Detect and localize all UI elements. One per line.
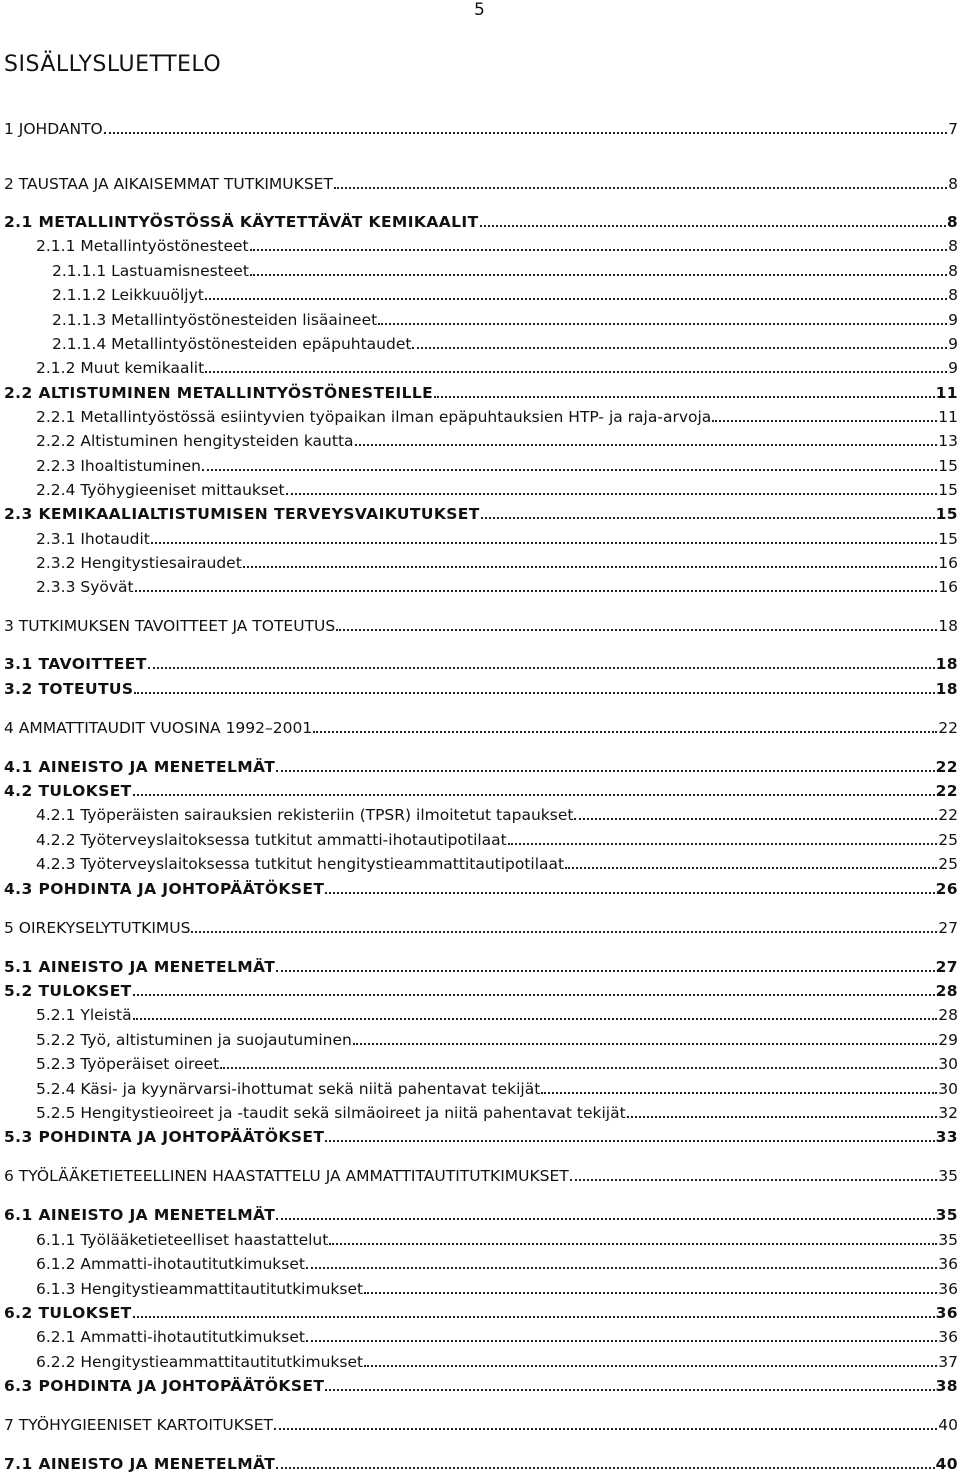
- toc-entry[interactable]: [0, 674, 960, 698]
- dot-leader: [191, 911, 937, 933]
- toc-entry-page: 16: [938, 578, 958, 596]
- toc-entry-page: 22: [938, 719, 958, 737]
- toc-entry-label: 2.1 METALLINTYÖSTÖSSÄ KÄYTETTÄVÄT KEMIKAALIT: [4, 213, 479, 231]
- toc-entry-page: 13: [938, 432, 958, 450]
- dot-leader: [353, 1023, 937, 1045]
- toc-entry-page: 36: [935, 1304, 958, 1322]
- toc-entry[interactable]: [0, 256, 960, 280]
- toc-entry[interactable]: [0, 169, 960, 193]
- toc-entry-page: 18: [935, 655, 958, 673]
- dot-leader: [133, 998, 938, 1020]
- toc-entry[interactable]: [0, 1122, 960, 1146]
- toc-entry-page: 18: [938, 617, 958, 635]
- toc-entry-page: 35: [935, 1206, 958, 1224]
- dot-leader: [480, 205, 946, 227]
- toc-entry[interactable]: [0, 451, 960, 475]
- toc-entry-label: 4.2.2 Työterveyslaitoksessa tutkitut ammatti-ihotautipotilaat: [36, 831, 507, 849]
- toc-entry-page: 30: [938, 1055, 958, 1073]
- toc-entry-page: 27: [935, 958, 958, 976]
- toc-entry-page: 26: [935, 880, 958, 898]
- toc-entry-label: 6.1.2 Ammatti-ihotautitutkimukset: [36, 1255, 305, 1273]
- toc-entry-page: 9: [948, 359, 958, 377]
- toc-entry-label: 3.2 TOTEUTUS: [4, 680, 134, 698]
- dot-leader: [104, 112, 947, 134]
- toc-entry-page: 25: [938, 855, 958, 873]
- dot-leader: [570, 1159, 938, 1181]
- dot-leader: [151, 522, 937, 544]
- toc-entry-label: 5 OIREKYSELYTUTKIMUS: [4, 919, 191, 937]
- dot-leader: [202, 449, 937, 471]
- toc-entry[interactable]: [0, 1000, 960, 1024]
- dot-leader: [250, 229, 947, 251]
- toc-entry-label: 6.3 POHDINTA JA JOHTOPÄÄTÖKSET: [4, 1377, 325, 1395]
- dot-leader: [627, 1096, 938, 1118]
- dot-leader: [134, 672, 934, 694]
- toc-entry-label: 5.2.2 Työ, altistuminen ja suojautuminen: [36, 1031, 352, 1049]
- toc-entry-label: 5.2.4 Käsi- ja kyynärvarsi-ihottumat sekä niitä pahentavat tekijät: [36, 1080, 541, 1098]
- dot-leader: [274, 1408, 937, 1430]
- toc-entry-page: 22: [938, 806, 958, 824]
- toc-entry[interactable]: [0, 572, 960, 596]
- toc-entry[interactable]: [0, 1347, 960, 1371]
- toc-entry-page: 22: [935, 782, 958, 800]
- toc-entry-page: 22: [935, 758, 958, 776]
- toc-entry[interactable]: [0, 1274, 960, 1298]
- dot-leader: [276, 1447, 934, 1469]
- toc-entry-label: 4.1 AINEISTO JA MENETELMÄT: [4, 758, 276, 776]
- toc-entry-label: 2.1.1.4 Metallintyöstönesteiden epäpuhtaudet: [52, 335, 412, 353]
- toc-entry-page: 33: [935, 1128, 958, 1146]
- toc-entry-label: 2.1.1.3 Metallintyöstönesteiden lisäaineet: [52, 311, 378, 329]
- toc-entry-label: 4 AMMATTITAUDIT VUOSINA 1992–2001: [4, 719, 313, 737]
- dot-leader: [133, 774, 935, 796]
- toc-entry-label: 2.3.2 Hengitystiesairaudet: [36, 554, 242, 572]
- toc-entry-label: 2.3 KEMIKAALIALTISTUMISEN TERVEYSVAIKUTUKSET: [4, 505, 480, 523]
- toc-entry-page: 8: [948, 262, 958, 280]
- toc-entry-label: 5.2.5 Hengitystieoireet ja -taudit sekä silmäoireet ja niitä pahentavat tekijät: [36, 1104, 626, 1122]
- toc-entry-label: 6.2.1 Ammatti-ihotautitutkimukset: [36, 1328, 305, 1346]
- toc-entry[interactable]: [0, 849, 960, 873]
- toc-entry[interactable]: [0, 1249, 960, 1273]
- toc-entry[interactable]: [0, 402, 960, 426]
- dot-leader: [334, 167, 947, 189]
- dot-leader: [306, 1247, 937, 1269]
- toc-entry-label: 6.1 AINEISTO JA MENETELMÄT: [4, 1206, 276, 1224]
- dot-leader: [250, 254, 947, 276]
- dot-leader: [276, 750, 934, 772]
- toc-entry[interactable]: [0, 825, 960, 849]
- toc-entry-page: 36: [938, 1280, 958, 1298]
- toc-entry-page: 8: [948, 237, 958, 255]
- toc-entry-label: 3 TUTKIMUKSEN TAVOITTEET JA TOTEUTUS: [4, 617, 336, 635]
- dot-leader: [712, 400, 937, 422]
- dot-leader: [148, 647, 935, 669]
- toc-entry[interactable]: [0, 114, 960, 138]
- toc-entry[interactable]: [0, 353, 960, 377]
- toc-entry[interactable]: [0, 913, 960, 937]
- toc-entry-label: 5.2 TULOKSET: [4, 982, 132, 1000]
- toc-entry[interactable]: [0, 1449, 960, 1473]
- toc-entry[interactable]: [0, 952, 960, 976]
- dot-leader: [329, 1223, 937, 1245]
- toc-entry-label: 6 TYÖLÄÄKETIETEELLINEN HAASTATTELU JA AMMATTITAUTITUTKIMUKSET: [4, 1167, 569, 1185]
- toc-entry[interactable]: [0, 776, 960, 800]
- toc-entry[interactable]: [0, 329, 960, 353]
- toc-entry-label: 4.3 POHDINTA JA JOHTOPÄÄTÖKSET: [4, 880, 325, 898]
- toc-entry-page: 15: [938, 457, 958, 475]
- dot-leader: [481, 497, 935, 519]
- toc-entry[interactable]: [0, 1049, 960, 1073]
- toc-entry-page: 9: [948, 335, 958, 353]
- dot-leader: [205, 351, 947, 373]
- dot-leader: [286, 473, 938, 495]
- toc-entry-page: 15: [938, 481, 958, 499]
- toc-entry-page: 36: [938, 1255, 958, 1273]
- toc-entry[interactable]: [0, 499, 960, 523]
- toc-entry-label: 7 TYÖHYGIEENISET KARTOITUKSET: [4, 1416, 274, 1434]
- toc-entry-label: 2.2.1 Metallintyöstössä esiintyvien työpaikan ilman epäpuhtauksien HTP- ja raja-arvoja: [36, 408, 712, 426]
- toc-entry-page: 37: [938, 1353, 958, 1371]
- toc-entry-page: 38: [935, 1377, 958, 1395]
- toc-entry-page: 27: [938, 919, 958, 937]
- dot-leader: [133, 1296, 935, 1318]
- toc-entry-label: 4.2 TULOKSET: [4, 782, 132, 800]
- toc-entry-label: 1 JOHDANTO: [4, 120, 103, 138]
- toc-entry-page: 9: [948, 311, 958, 329]
- dot-leader: [325, 872, 934, 894]
- toc-entry-label: 2.3.1 Ihotaudit: [36, 530, 150, 548]
- toc-entry-label: 2.3.3 Syövät: [36, 578, 134, 596]
- toc-entry[interactable]: [0, 1371, 960, 1395]
- toc-entry[interactable]: [0, 1161, 960, 1185]
- dot-leader: [276, 1198, 934, 1220]
- dot-leader: [205, 278, 947, 300]
- toc-entry[interactable]: [0, 1298, 960, 1322]
- dot-leader: [364, 1272, 937, 1294]
- toc-entry-page: 15: [938, 530, 958, 548]
- toc-entry-label: 7.1 AINEISTO JA MENETELMÄT: [4, 1455, 276, 1473]
- dot-leader: [378, 303, 947, 325]
- toc-entry[interactable]: [0, 475, 960, 499]
- dot-leader: [565, 847, 937, 869]
- toc-entry-label: 4.2.3 Työterveyslaitoksessa tutkitut hengitystieammattitautipotilaat: [36, 855, 565, 873]
- toc-entry-label: 5.2.1 Yleistä: [36, 1006, 132, 1024]
- dot-leader: [325, 1369, 934, 1391]
- toc-entry-label: 6.2.2 Hengitystieammattitautitutkimukset: [36, 1353, 364, 1371]
- toc-entry-label: 3.1 TAVOITTEET: [4, 655, 147, 673]
- toc-entry-label: 2.1.1.1 Lastuamisnesteet: [52, 262, 249, 280]
- dot-leader: [355, 424, 938, 446]
- toc-entry[interactable]: [0, 1322, 960, 1346]
- toc-entry-page: 35: [938, 1167, 958, 1185]
- toc-entry-page: 18: [935, 680, 958, 698]
- dot-leader: [220, 1047, 937, 1069]
- page-title: SISÄLLYSLUETTELO: [4, 52, 222, 77]
- toc-entry-label: 2.2.2 Altistuminen hengitysteiden kautta: [36, 432, 354, 450]
- dot-leader: [135, 570, 938, 592]
- dot-leader: [541, 1072, 937, 1094]
- toc-entry-page: 28: [938, 1006, 958, 1024]
- toc-entry-page: 16: [938, 554, 958, 572]
- toc-entry[interactable]: [0, 713, 960, 737]
- toc-entry-page: 8: [948, 286, 958, 304]
- dot-leader: [243, 546, 937, 568]
- toc-entry-page: 8: [948, 175, 958, 193]
- toc-entry[interactable]: [0, 207, 960, 231]
- toc-entry-label: 2 TAUSTAA JA AIKAISEMMAT TUTKIMUKSET: [4, 175, 333, 193]
- toc-entry-label: 5.3 POHDINTA JA JOHTOPÄÄTÖKSET: [4, 1128, 325, 1146]
- toc-entry-label: 6.2 TULOKSET: [4, 1304, 132, 1322]
- toc-entry-page: 25: [938, 831, 958, 849]
- toc-entry[interactable]: [0, 378, 960, 402]
- page-number: 5: [474, 0, 485, 20]
- toc-entry[interactable]: [0, 1200, 960, 1224]
- toc-entry-label: 2.2.3 Ihoaltistuminen: [36, 457, 201, 475]
- toc-entry[interactable]: [0, 1410, 960, 1434]
- toc-entry[interactable]: [0, 649, 960, 673]
- toc-entry[interactable]: [0, 752, 960, 776]
- toc-entry-label: 2.2.4 Työhygieeniset mittaukset: [36, 481, 285, 499]
- toc-entry[interactable]: [0, 548, 960, 572]
- toc-entry-page: 11: [935, 384, 958, 402]
- toc-entry-label: 4.2.1 Työperäisten sairauksien rekisteriin (TPSR) ilmoitetut tapaukset: [36, 806, 574, 824]
- toc-entry[interactable]: [0, 1025, 960, 1049]
- dot-leader: [276, 950, 934, 972]
- toc-entry-label: 2.1.1.2 Leikkuuöljyt: [52, 286, 204, 304]
- toc-entry-page: 35: [938, 1231, 958, 1249]
- dot-leader: [133, 974, 935, 996]
- dot-leader: [336, 609, 937, 631]
- dot-leader: [412, 327, 947, 349]
- toc-entry-page: 11: [938, 408, 958, 426]
- toc-entry-page: 40: [938, 1416, 958, 1434]
- toc-entry-label: 6.1.3 Hengitystieammattitautitutkimukset: [36, 1280, 364, 1298]
- toc-entry-page: 30: [938, 1080, 958, 1098]
- dot-leader: [313, 711, 937, 733]
- toc-entry[interactable]: [0, 1225, 960, 1249]
- dot-leader: [364, 1345, 937, 1367]
- dot-leader: [508, 823, 938, 845]
- toc-entry-label: 2.1.1 Metallintyöstönesteet: [36, 237, 249, 255]
- toc-entry-page: 29: [938, 1031, 958, 1049]
- toc-entry-page: 7: [948, 120, 958, 138]
- toc-entry-page: 40: [935, 1455, 958, 1473]
- toc-entry-label: 6.1.1 Työlääketieteelliset haastattelut: [36, 1231, 329, 1249]
- toc-entry-page: 15: [935, 505, 958, 523]
- toc-entry-page: 32: [938, 1104, 958, 1122]
- dot-leader: [325, 1120, 934, 1142]
- toc-entry-label: 2.1.2 Muut kemikaalit: [36, 359, 205, 377]
- toc-entry-page: 28: [935, 982, 958, 1000]
- dot-leader: [306, 1320, 937, 1342]
- toc-entry[interactable]: [0, 231, 960, 255]
- toc-entry[interactable]: [0, 1074, 960, 1098]
- dot-leader: [434, 376, 934, 398]
- toc-entry[interactable]: [0, 800, 960, 824]
- toc-entry-label: 5.2.3 Työperäiset oireet: [36, 1055, 220, 1073]
- toc-entry[interactable]: [0, 611, 960, 635]
- toc-entry-page: 36: [938, 1328, 958, 1346]
- toc-entry-page: 8: [946, 213, 958, 231]
- dot-leader: [574, 798, 937, 820]
- toc-entry-label: 2.2 ALTISTUMINEN METALLINTYÖSTÖNESTEILLE: [4, 384, 434, 402]
- toc-entry[interactable]: [0, 280, 960, 304]
- toc-entry[interactable]: [0, 976, 960, 1000]
- toc-entry[interactable]: [0, 1098, 960, 1122]
- toc-entry[interactable]: [0, 874, 960, 898]
- toc-entry[interactable]: [0, 524, 960, 548]
- toc-entry-label: 5.1 AINEISTO JA MENETELMÄT: [4, 958, 276, 976]
- toc-entry[interactable]: [0, 305, 960, 329]
- toc-entry[interactable]: [0, 426, 960, 450]
